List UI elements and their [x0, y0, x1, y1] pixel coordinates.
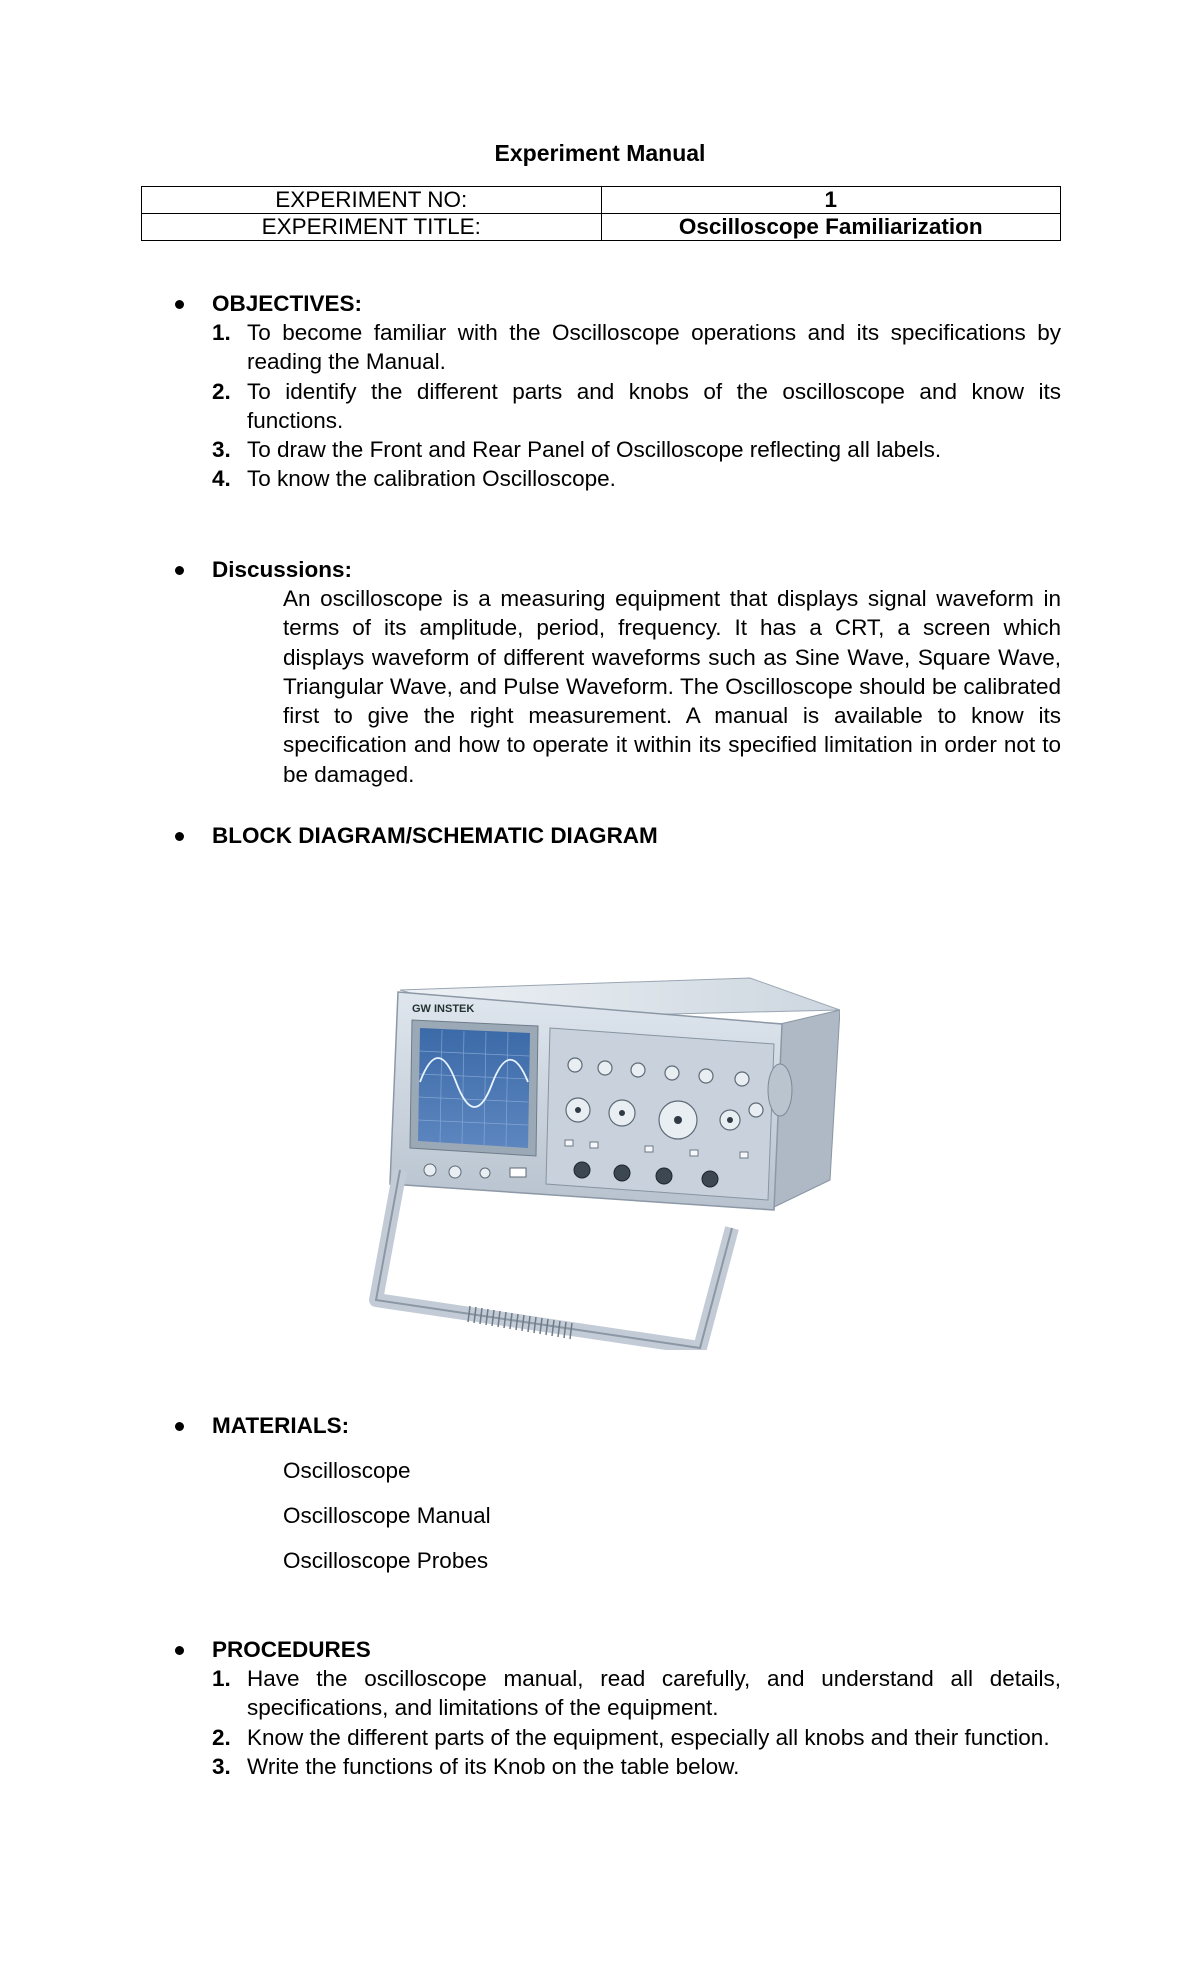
bullet-icon	[175, 1422, 184, 1431]
list-item: 3. To draw the Front and Rear Panel of Oscilloscope reflecting all labels.	[212, 437, 942, 463]
experiment-title-label: EXPERIMENT TITLE:	[142, 214, 602, 241]
table-row	[142, 187, 1061, 214]
objectives-heading: OBJECTIVES:	[212, 291, 363, 316]
bullet-icon	[175, 300, 184, 309]
objectives-list	[212, 318, 1061, 494]
table-row	[142, 214, 1061, 241]
brand-label: GW INSTEK	[412, 1003, 475, 1015]
list-item: Oscilloscope Probes	[283, 1548, 489, 1573]
bullet-icon	[175, 566, 184, 575]
experiment-no-value: 1	[601, 187, 1061, 214]
materials-heading: MATERIALS:	[212, 1413, 350, 1438]
list-item: 2. Know the different parts of the equipment, especially all knobs and their function.	[212, 1724, 1050, 1750]
crt-screen	[418, 1028, 530, 1148]
discussions-heading: Discussions:	[212, 557, 353, 582]
procedures-list	[212, 1664, 1061, 1781]
experiment-title-value: Oscilloscope Familiarization	[601, 214, 1061, 241]
discussions-paragraph: An oscilloscope is a measuring equipment that displays signal waveform in terms of its amplitude, period, frequency. It has a CRT, a screen which displays waveform of different waveforms such as Sine Wave, Square Wave, Triangular Wave, and Pulse Waveform. The Oscilloscope should be calibrated first to give the right measurement. A manual is available to know its specification and how to operate it within its specified limitation in order not to be damaged.	[283, 586, 1061, 787]
block-diagram-heading: BLOCK DIAGRAM/SCHEMATIC DIAGRAM	[212, 823, 658, 848]
oscilloscope-illustration	[360, 970, 840, 1350]
list-item: Oscilloscope Manual	[283, 1503, 491, 1528]
list-item: 4. To know the calibration Oscilloscope.	[212, 466, 616, 492]
list-item: Oscilloscope	[283, 1458, 411, 1483]
bullet-icon	[175, 1646, 184, 1655]
experiment-no-label: EXPERIMENT NO:	[142, 187, 602, 214]
list-item: 1. To become familiar with the Oscilloscope operations and its specifications by reading the Manual.	[212, 320, 1061, 375]
list-item: 2. To identify the different parts and knobs of the oscilloscope and know its functions.	[212, 378, 1061, 433]
list-item: 1. Have the oscilloscope manual, read carefully, and understand all details, specifications, and limitations of the equipment.	[212, 1666, 1061, 1721]
document-title: Experiment Manual	[494, 140, 706, 166]
procedures-heading: PROCEDURES	[212, 1637, 371, 1662]
list-item: 3. Write the functions of its Knob on the table below.	[212, 1753, 740, 1779]
oscilloscope-photo	[360, 970, 840, 1356]
bullet-icon	[175, 832, 184, 841]
experiment-info-table	[141, 186, 1061, 241]
